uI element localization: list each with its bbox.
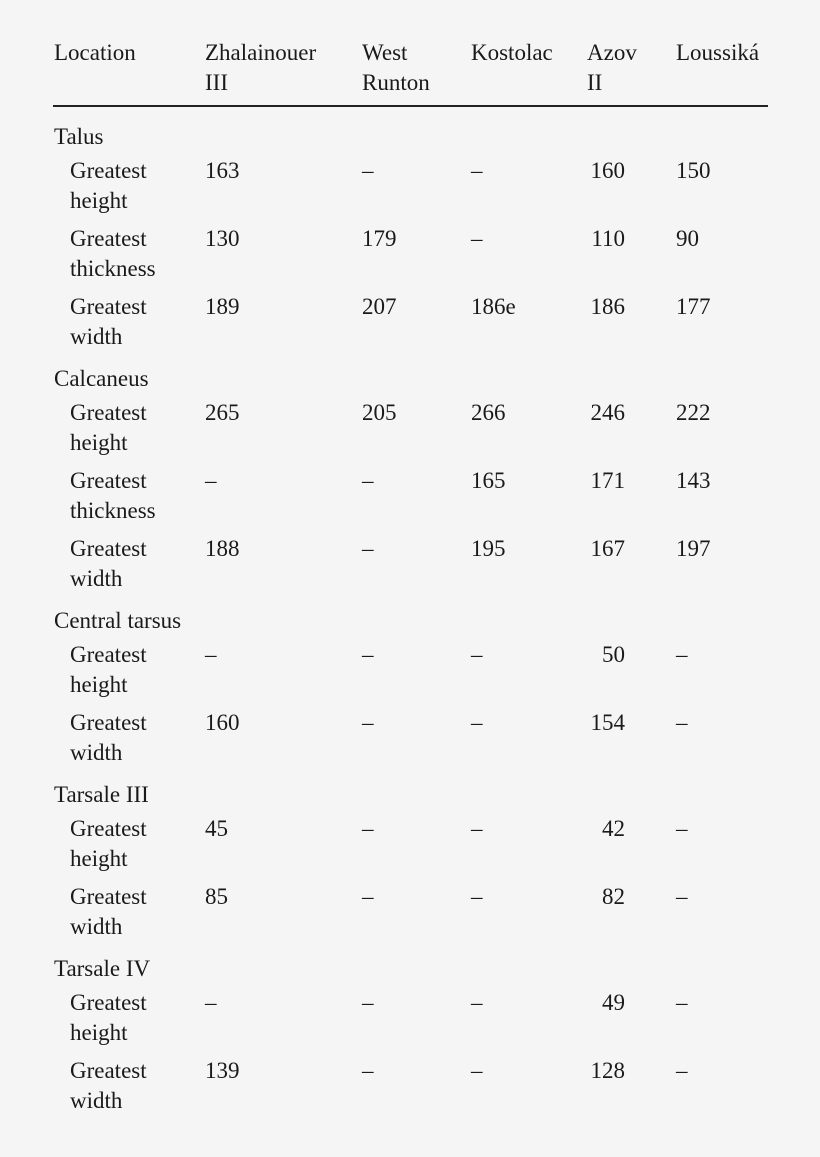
value-azov-ii: 167 bbox=[590, 536, 625, 561]
value-azov-ii: 160 bbox=[590, 158, 625, 183]
header-zhalainouer-iii: Zhalainouer III bbox=[205, 40, 317, 95]
table-row bbox=[0, 988, 820, 1056]
value-loussika: – bbox=[676, 990, 688, 1015]
table-section bbox=[0, 118, 820, 360]
value-kostolac: – bbox=[471, 226, 483, 251]
value-west-runton: – bbox=[362, 536, 374, 561]
table-row bbox=[0, 224, 820, 292]
table-row bbox=[0, 708, 820, 776]
value-zhalainouer-iii: 188 bbox=[205, 536, 240, 561]
header-location: Location bbox=[54, 40, 136, 65]
value-zhalainouer-iii: – bbox=[205, 468, 217, 493]
measure-label: Greatest height bbox=[70, 642, 147, 697]
value-azov-ii: 186 bbox=[590, 294, 625, 319]
header-west-runton: West Runton bbox=[362, 40, 430, 95]
measure-label: Greatest width bbox=[70, 710, 147, 765]
header-azov-ii: Azov II bbox=[587, 40, 637, 95]
value-west-runton: – bbox=[362, 158, 374, 183]
table-body bbox=[0, 118, 820, 1124]
value-zhalainouer-iii: 85 bbox=[205, 884, 228, 909]
value-loussika: – bbox=[676, 1058, 688, 1083]
table-section bbox=[0, 602, 820, 776]
value-kostolac: – bbox=[471, 990, 483, 1015]
value-west-runton: 207 bbox=[362, 294, 397, 319]
value-kostolac: – bbox=[471, 1058, 483, 1083]
value-kostolac: 195 bbox=[471, 536, 506, 561]
table-section bbox=[0, 950, 820, 1124]
value-loussika: 197 bbox=[676, 536, 711, 561]
section-title: Tarsale IV bbox=[54, 956, 151, 981]
value-kostolac: – bbox=[471, 816, 483, 841]
value-west-runton: – bbox=[362, 710, 374, 735]
value-zhalainouer-iii: 130 bbox=[205, 226, 240, 251]
value-kostolac: – bbox=[471, 158, 483, 183]
value-zhalainouer-iii: 139 bbox=[205, 1058, 240, 1083]
measure-label: Greatest width bbox=[70, 294, 147, 349]
measure-label: Greatest width bbox=[70, 536, 147, 591]
value-kostolac: 266 bbox=[471, 400, 506, 425]
table-row bbox=[0, 156, 820, 224]
value-loussika: 90 bbox=[676, 226, 699, 251]
value-kostolac: 186e bbox=[471, 294, 516, 319]
value-azov-ii: 50 bbox=[602, 642, 625, 667]
section-title: Tarsale III bbox=[54, 782, 149, 807]
value-zhalainouer-iii: – bbox=[205, 642, 217, 667]
table-section bbox=[0, 776, 820, 950]
value-azov-ii: 42 bbox=[602, 816, 625, 841]
measure-label: Greatest thickness bbox=[70, 468, 156, 523]
header-rule bbox=[53, 105, 768, 107]
value-azov-ii: 110 bbox=[591, 226, 625, 251]
section-title: Talus bbox=[54, 124, 104, 149]
value-loussika: 150 bbox=[676, 158, 711, 183]
value-zhalainouer-iii: 163 bbox=[205, 158, 240, 183]
table-row bbox=[0, 466, 820, 534]
measure-label: Greatest height bbox=[70, 158, 147, 213]
value-loussika: – bbox=[676, 816, 688, 841]
value-loussika: – bbox=[676, 642, 688, 667]
value-west-runton: 179 bbox=[362, 226, 397, 251]
section-title: Calcaneus bbox=[54, 366, 149, 391]
value-west-runton: 205 bbox=[362, 400, 397, 425]
table-header bbox=[0, 0, 820, 110]
value-zhalainouer-iii: 265 bbox=[205, 400, 240, 425]
value-kostolac: – bbox=[471, 642, 483, 667]
value-west-runton: – bbox=[362, 816, 374, 841]
value-loussika: 222 bbox=[676, 400, 711, 425]
value-azov-ii: 49 bbox=[602, 990, 625, 1015]
table-row bbox=[0, 640, 820, 708]
value-west-runton: – bbox=[362, 468, 374, 493]
section-title: Central tarsus bbox=[54, 608, 182, 633]
value-loussika: 143 bbox=[676, 468, 711, 493]
value-zhalainouer-iii: 45 bbox=[205, 816, 228, 841]
value-azov-ii: 154 bbox=[590, 710, 625, 735]
value-west-runton: – bbox=[362, 1058, 374, 1083]
value-azov-ii: 128 bbox=[590, 1058, 625, 1083]
value-kostolac: 165 bbox=[471, 468, 506, 493]
table-row bbox=[0, 292, 820, 360]
value-loussika: – bbox=[676, 710, 688, 735]
value-azov-ii: 246 bbox=[590, 400, 625, 425]
measure-label: Greatest width bbox=[70, 884, 147, 939]
header-kostolac: Kostolac bbox=[471, 40, 553, 65]
table-row bbox=[0, 814, 820, 882]
measure-label: Greatest thickness bbox=[70, 226, 156, 281]
measure-label: Greatest width bbox=[70, 1058, 147, 1113]
value-kostolac: – bbox=[471, 884, 483, 909]
value-west-runton: – bbox=[362, 884, 374, 909]
value-azov-ii: 82 bbox=[602, 884, 625, 909]
table-row bbox=[0, 1056, 820, 1124]
value-west-runton: – bbox=[362, 990, 374, 1015]
measure-label: Greatest height bbox=[70, 990, 147, 1045]
value-zhalainouer-iii: 160 bbox=[205, 710, 240, 735]
table-row bbox=[0, 882, 820, 950]
measure-label: Greatest height bbox=[70, 400, 147, 455]
table-row bbox=[0, 398, 820, 466]
value-zhalainouer-iii: 189 bbox=[205, 294, 240, 319]
value-azov-ii: 171 bbox=[590, 468, 625, 493]
value-west-runton: – bbox=[362, 642, 374, 667]
value-kostolac: – bbox=[471, 710, 483, 735]
value-zhalainouer-iii: – bbox=[205, 990, 217, 1015]
measure-label: Greatest height bbox=[70, 816, 147, 871]
table-section bbox=[0, 360, 820, 602]
value-loussika: – bbox=[676, 884, 688, 909]
table-row bbox=[0, 534, 820, 602]
header-loussika: Loussiká bbox=[676, 40, 760, 65]
value-loussika: 177 bbox=[676, 294, 711, 319]
